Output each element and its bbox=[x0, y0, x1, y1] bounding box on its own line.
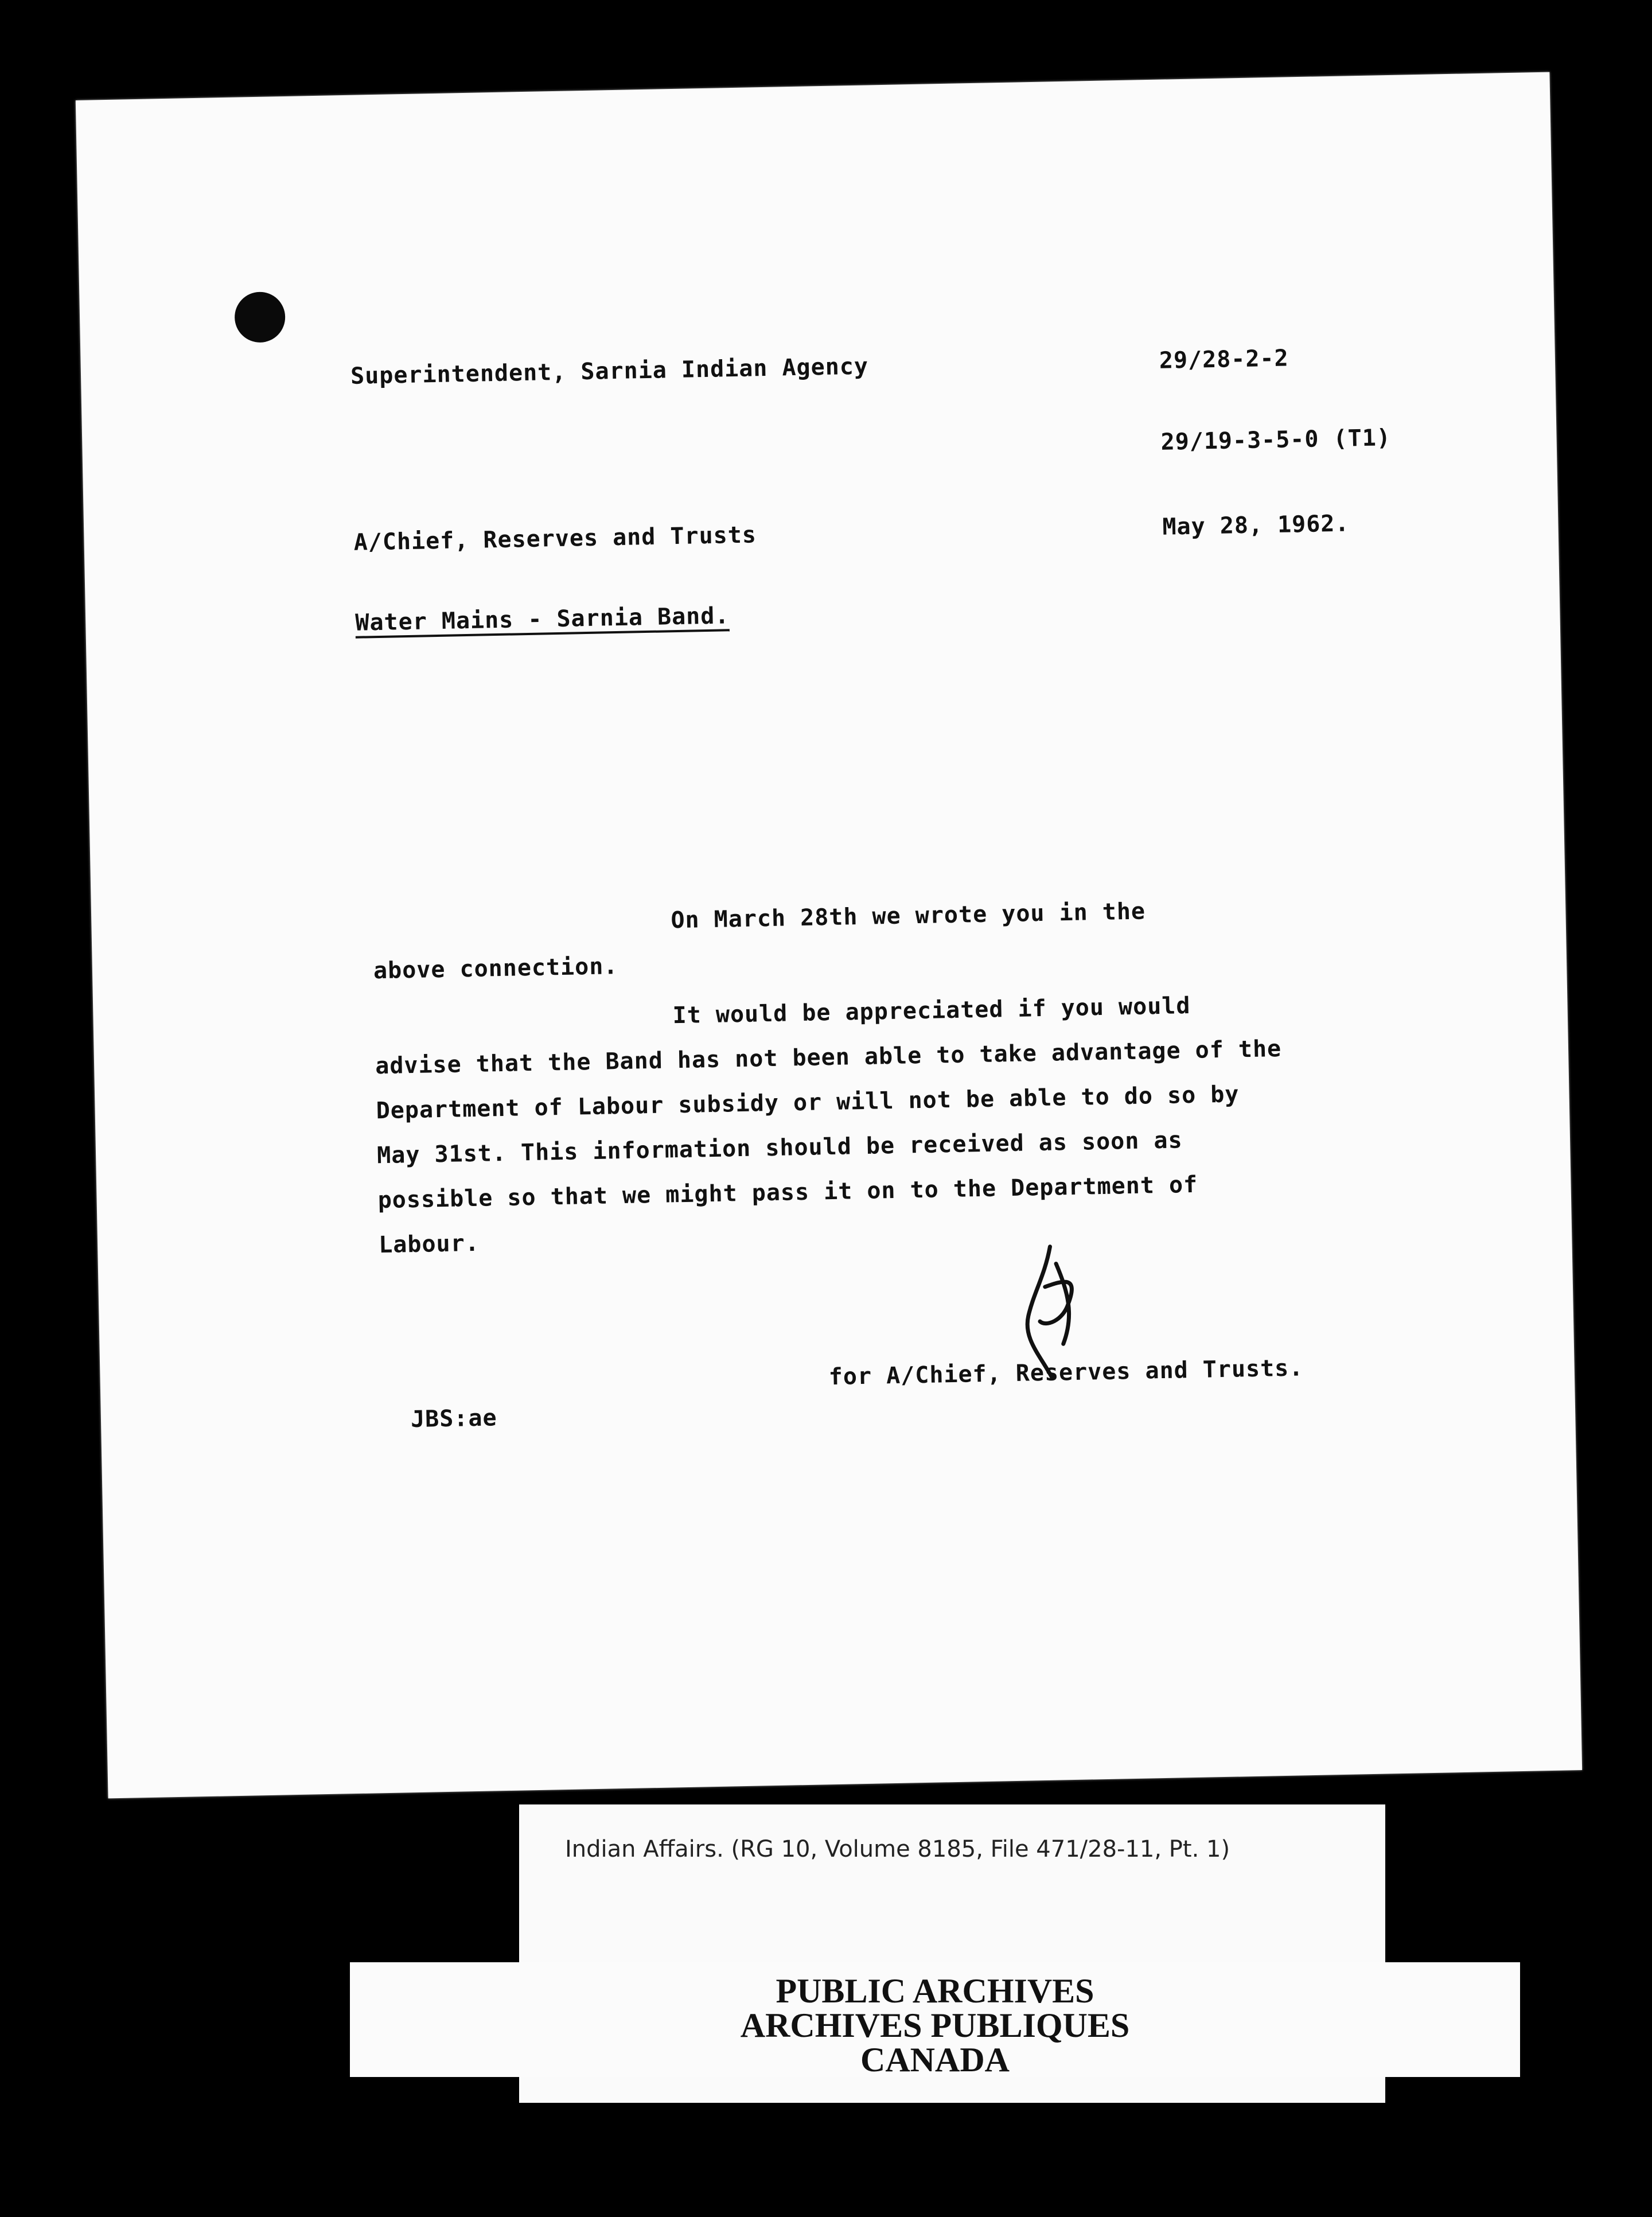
memo-from: A/Chief, Reserves and Trusts bbox=[353, 522, 757, 556]
punch-hole bbox=[234, 291, 286, 343]
memo-page bbox=[76, 72, 1582, 1799]
stamp-line-2: ARCHIVES PUBLIQUES bbox=[740, 2006, 1130, 2044]
memo-body bbox=[372, 886, 1297, 1268]
paragraph-1-first-line: On March 28th we wrote you in the bbox=[671, 898, 1146, 934]
memo-date: May 28, 1962. bbox=[1162, 510, 1350, 540]
file-reference-1: 29/28-2-2 bbox=[1159, 345, 1289, 374]
stamp-line-3: CANADA bbox=[860, 2041, 1010, 2079]
handwritten-signature bbox=[1010, 1240, 1093, 1385]
archive-citation: Indian Affairs. (RG 10, Volume 8185, File 471/28-11, Pt. 1) bbox=[565, 1836, 1230, 1862]
paragraph-2-rest: advise that the Band has not been able to take advantage of the Department of Labour subsidy or will not be able to do so by May 31st. This information should be received as soon as possible so that we might pass it on to the Department of Labour. bbox=[375, 1035, 1282, 1259]
file-reference-2: 29/19-3-5-0 (T1) bbox=[1160, 425, 1392, 456]
memo-subject: Water Mains - Sarnia Band. bbox=[354, 602, 730, 636]
memo-to: Superintendent, Sarnia Indian Agency bbox=[350, 353, 869, 390]
typist-initials: JBS:ae bbox=[410, 1405, 497, 1433]
paragraph-1-rest: above connection. bbox=[373, 953, 618, 985]
paragraph-2-first-line: It would be appreciated if you would bbox=[672, 992, 1191, 1029]
stamp-line-1: PUBLIC ARCHIVES bbox=[776, 1972, 1094, 2010]
signature-block: for A/Chief, Reserves and Trusts. bbox=[828, 1355, 1304, 1391]
